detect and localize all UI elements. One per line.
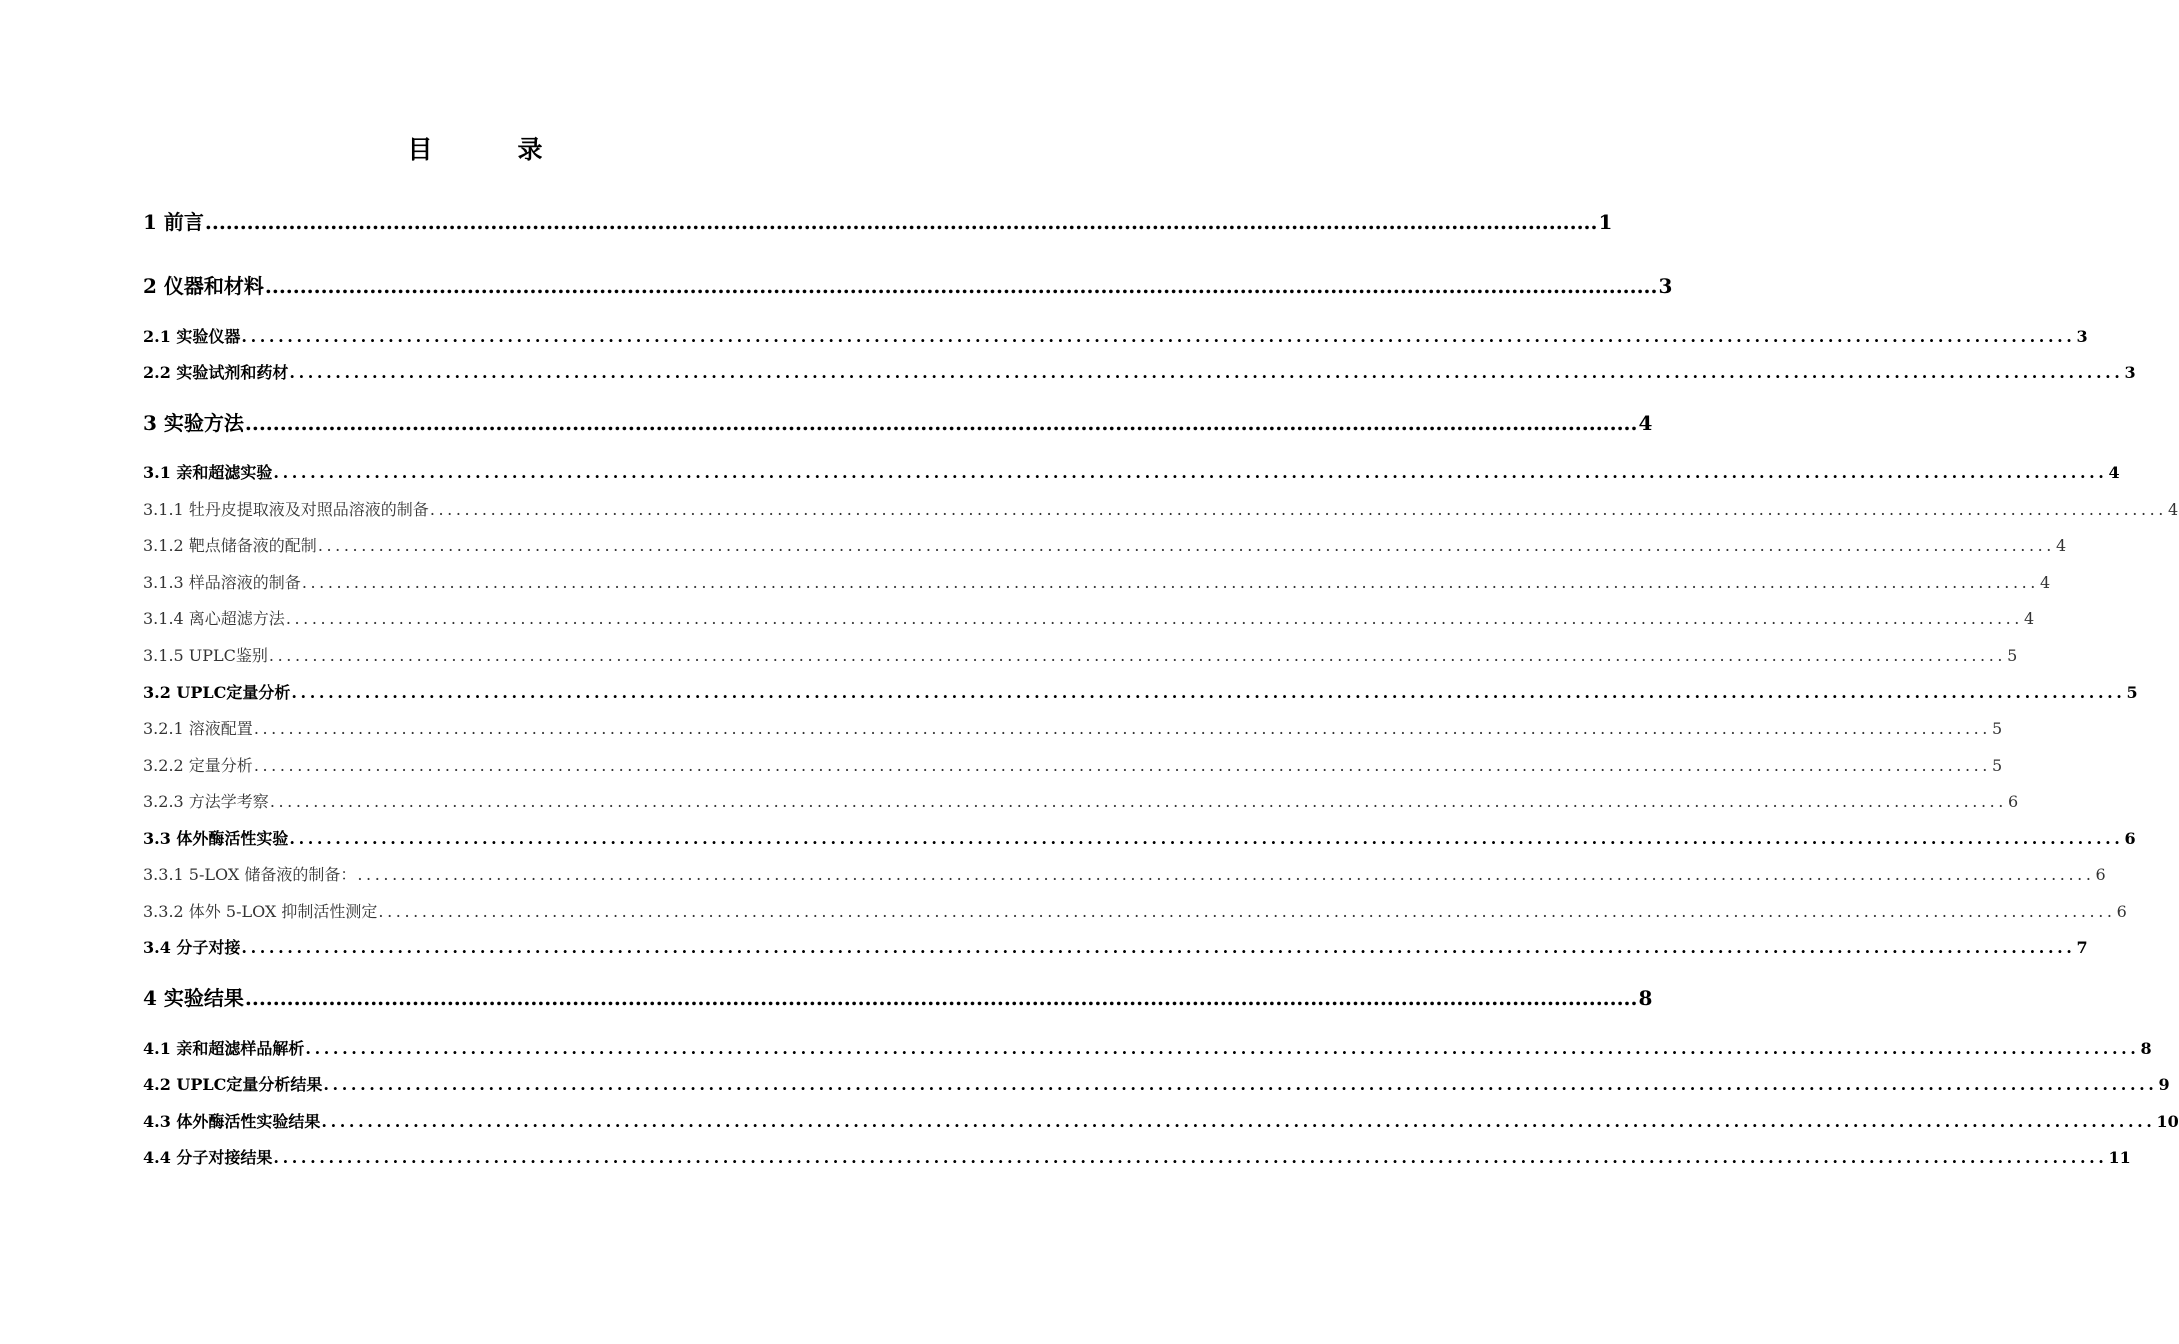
toc-entry-page-number: 8 [1638, 986, 1653, 1010]
dot-leader: ........................................................................................................................................................................................................ [291, 683, 2126, 702]
toc-entry[interactable] [143, 270, 1673, 299]
dot-leader: ........................................................................................................................................................................................................ [301, 573, 2039, 592]
toc-entry-page-number: 9 [2158, 1075, 2170, 1094]
dot-leader: ........................................................................................................................................................................................................ [264, 274, 1658, 298]
toc-entry-label: 3.1 亲和超滤实验 [143, 463, 273, 482]
dot-leader: ........................................................................................................................................................................................................ [305, 1039, 2140, 1058]
toc-entry[interactable] [143, 1145, 2131, 1168]
dot-leader: ........................................................................................................................................................................................................ [273, 463, 2108, 482]
toc-entry-label: 2.1 实验仪器 [143, 327, 241, 346]
toc-entry[interactable] [143, 1036, 2152, 1059]
toc-entry-page-number: 4 [2056, 536, 2067, 555]
dot-leader: ........................................................................................................................................................................................................ [323, 1075, 2158, 1094]
toc-entry-page-number: 6 [2095, 865, 2106, 884]
dot-leader: ........................................................................................................................................................................................................ [317, 536, 2055, 555]
toc-entry[interactable] [143, 789, 2019, 812]
toc-entry[interactable] [143, 716, 2003, 739]
toc-entry-page-number: 11 [2108, 1148, 2131, 1167]
toc-entry-page-number: 6 [2116, 902, 2127, 921]
toc-entry[interactable] [143, 460, 2120, 483]
dot-leader: ........................................................................................................................................................................................................ [269, 792, 2007, 811]
toc-entry-label: 3.1.3 样品溶液的制备 [143, 573, 301, 592]
toc-entry[interactable] [143, 899, 2127, 922]
toc-entry-page-number: 3 [1658, 274, 1673, 298]
dot-leader: ........................................................................................................................................................................................................ [289, 829, 2124, 848]
toc-entry-label: 3.2.1 溶液配置 [143, 719, 253, 738]
toc-entry[interactable] [143, 206, 1613, 235]
toc-entry[interactable] [143, 1072, 2170, 1095]
toc-entry-label: 4.4 分子对接结果 [143, 1148, 273, 1167]
toc-entry-page-number: 4 [2040, 573, 2051, 592]
toc-entry[interactable] [143, 643, 2018, 666]
toc-entry[interactable] [143, 753, 2003, 776]
dot-leader: ........................................................................................................................................................................................................ [289, 363, 2124, 382]
toc-entry-page-number: 1 [1598, 210, 1613, 234]
toc-entry-page-number: 5 [2007, 646, 2018, 665]
toc-entry[interactable] [143, 570, 2051, 593]
toc-entry-label: 4 实验结果 [143, 986, 244, 1010]
toc-entry[interactable] [143, 1109, 2179, 1132]
dot-leader: ........................................................................................................................................................................................................ [241, 938, 2076, 957]
toc-entry-label: 3.3 体外酶活性实验 [143, 829, 289, 848]
toc-entry-label: 2 仪器和材料 [143, 274, 264, 298]
toc-entry-page-number: 5 [2126, 683, 2138, 702]
toc-entry-label: 3.1.5 UPLC鉴别 [143, 646, 268, 665]
dot-leader: ........................................................................................................................................................................................................ [285, 609, 2023, 628]
toc-entry-label: 3.1.2 靶点储备液的配制 [143, 536, 317, 555]
toc-entry[interactable] [143, 935, 2088, 958]
toc-entry-label: 3.3.2 体外 5-LOX 抑制活性测定 [143, 902, 378, 921]
toc-entry-page-number: 4 [2024, 609, 2035, 628]
toc-entry-page-number: 5 [1992, 719, 2003, 738]
toc-entry[interactable] [143, 360, 2136, 383]
toc-entry[interactable] [143, 497, 2179, 520]
toc-entry-label: 1 前言 [143, 210, 204, 234]
toc-entry-label: 3.2.3 方法学考察 [143, 792, 269, 811]
dot-leader: ........................................................................................................................................................................................................ [204, 210, 1598, 234]
toc-entry[interactable] [143, 862, 2106, 885]
dot-leader: ........................................................................................................................................................................................................ [253, 756, 1991, 775]
dot-leader: ........................................................................................................................................................................................................ [244, 986, 1638, 1010]
toc-entry-label: 3.3.1 5-LOX 储备液的制备： [143, 865, 357, 884]
toc-entry[interactable] [143, 826, 2136, 849]
toc-entry-page-number: 8 [2140, 1039, 2152, 1058]
dot-leader: ........................................................................................................................................................................................................ [378, 902, 2116, 921]
toc-entry-label: 4.1 亲和超滤样品解析 [143, 1039, 305, 1058]
toc-entry-label: 3.2.2 定量分析 [143, 756, 253, 775]
toc-entry-label: 4.2 UPLC定量分析结果 [143, 1075, 323, 1094]
toc-entry-page-number: 6 [2008, 792, 2019, 811]
toc-entry-page-number: 10 [2156, 1112, 2179, 1131]
toc-entry[interactable] [143, 533, 2067, 556]
dot-leader: ........................................................................................................................................................................................................ [321, 1112, 2156, 1131]
toc-entry-label: 3.1.1 牡丹皮提取液及对照品溶液的制备 [143, 500, 429, 519]
dot-leader: ........................................................................................................................................................................................................ [429, 500, 2167, 519]
toc-title: 目 录 [407, 135, 573, 164]
toc-entry-page-number: 4 [1638, 411, 1653, 435]
toc-entry[interactable] [143, 324, 2088, 347]
toc-entry[interactable] [143, 407, 1653, 436]
toc-entry-label: 3 实验方法 [143, 411, 244, 435]
dot-leader: ........................................................................................................................................................................................................ [241, 327, 2076, 346]
dot-leader: ........................................................................................................................................................................................................ [273, 1148, 2108, 1167]
toc-entry-page-number: 6 [2124, 829, 2136, 848]
toc-entry-page-number: 7 [2076, 938, 2088, 957]
dot-leader: ........................................................................................................................................................................................................ [253, 719, 1991, 738]
dot-leader: ........................................................................................................................................................................................................ [357, 865, 2095, 884]
dot-leader: ........................................................................................................................................................................................................ [244, 411, 1638, 435]
toc-entry-page-number: 5 [1992, 756, 2003, 775]
toc-entry[interactable] [143, 680, 2138, 703]
toc-entry-page-number: 3 [2124, 363, 2136, 382]
toc-entry-label: 2.2 实验试剂和药材 [143, 363, 289, 382]
toc-entry-label: 3.1.4 离心超滤方法 [143, 609, 285, 628]
toc-entry-label: 4.3 体外酶活性实验结果 [143, 1112, 321, 1131]
toc-entry-page-number: 4 [2108, 463, 2120, 482]
toc-entry[interactable] [143, 982, 1653, 1011]
dot-leader: ........................................................................................................................................................................................................ [268, 646, 2007, 665]
toc-entry-page-number: 4 [2168, 500, 2179, 519]
toc-entry-page-number: 3 [2076, 327, 2088, 346]
toc-entry-label: 3.4 分子对接 [143, 938, 241, 957]
toc-entry[interactable] [143, 606, 2035, 629]
toc-entry-label: 3.2 UPLC定量分析 [143, 683, 291, 702]
